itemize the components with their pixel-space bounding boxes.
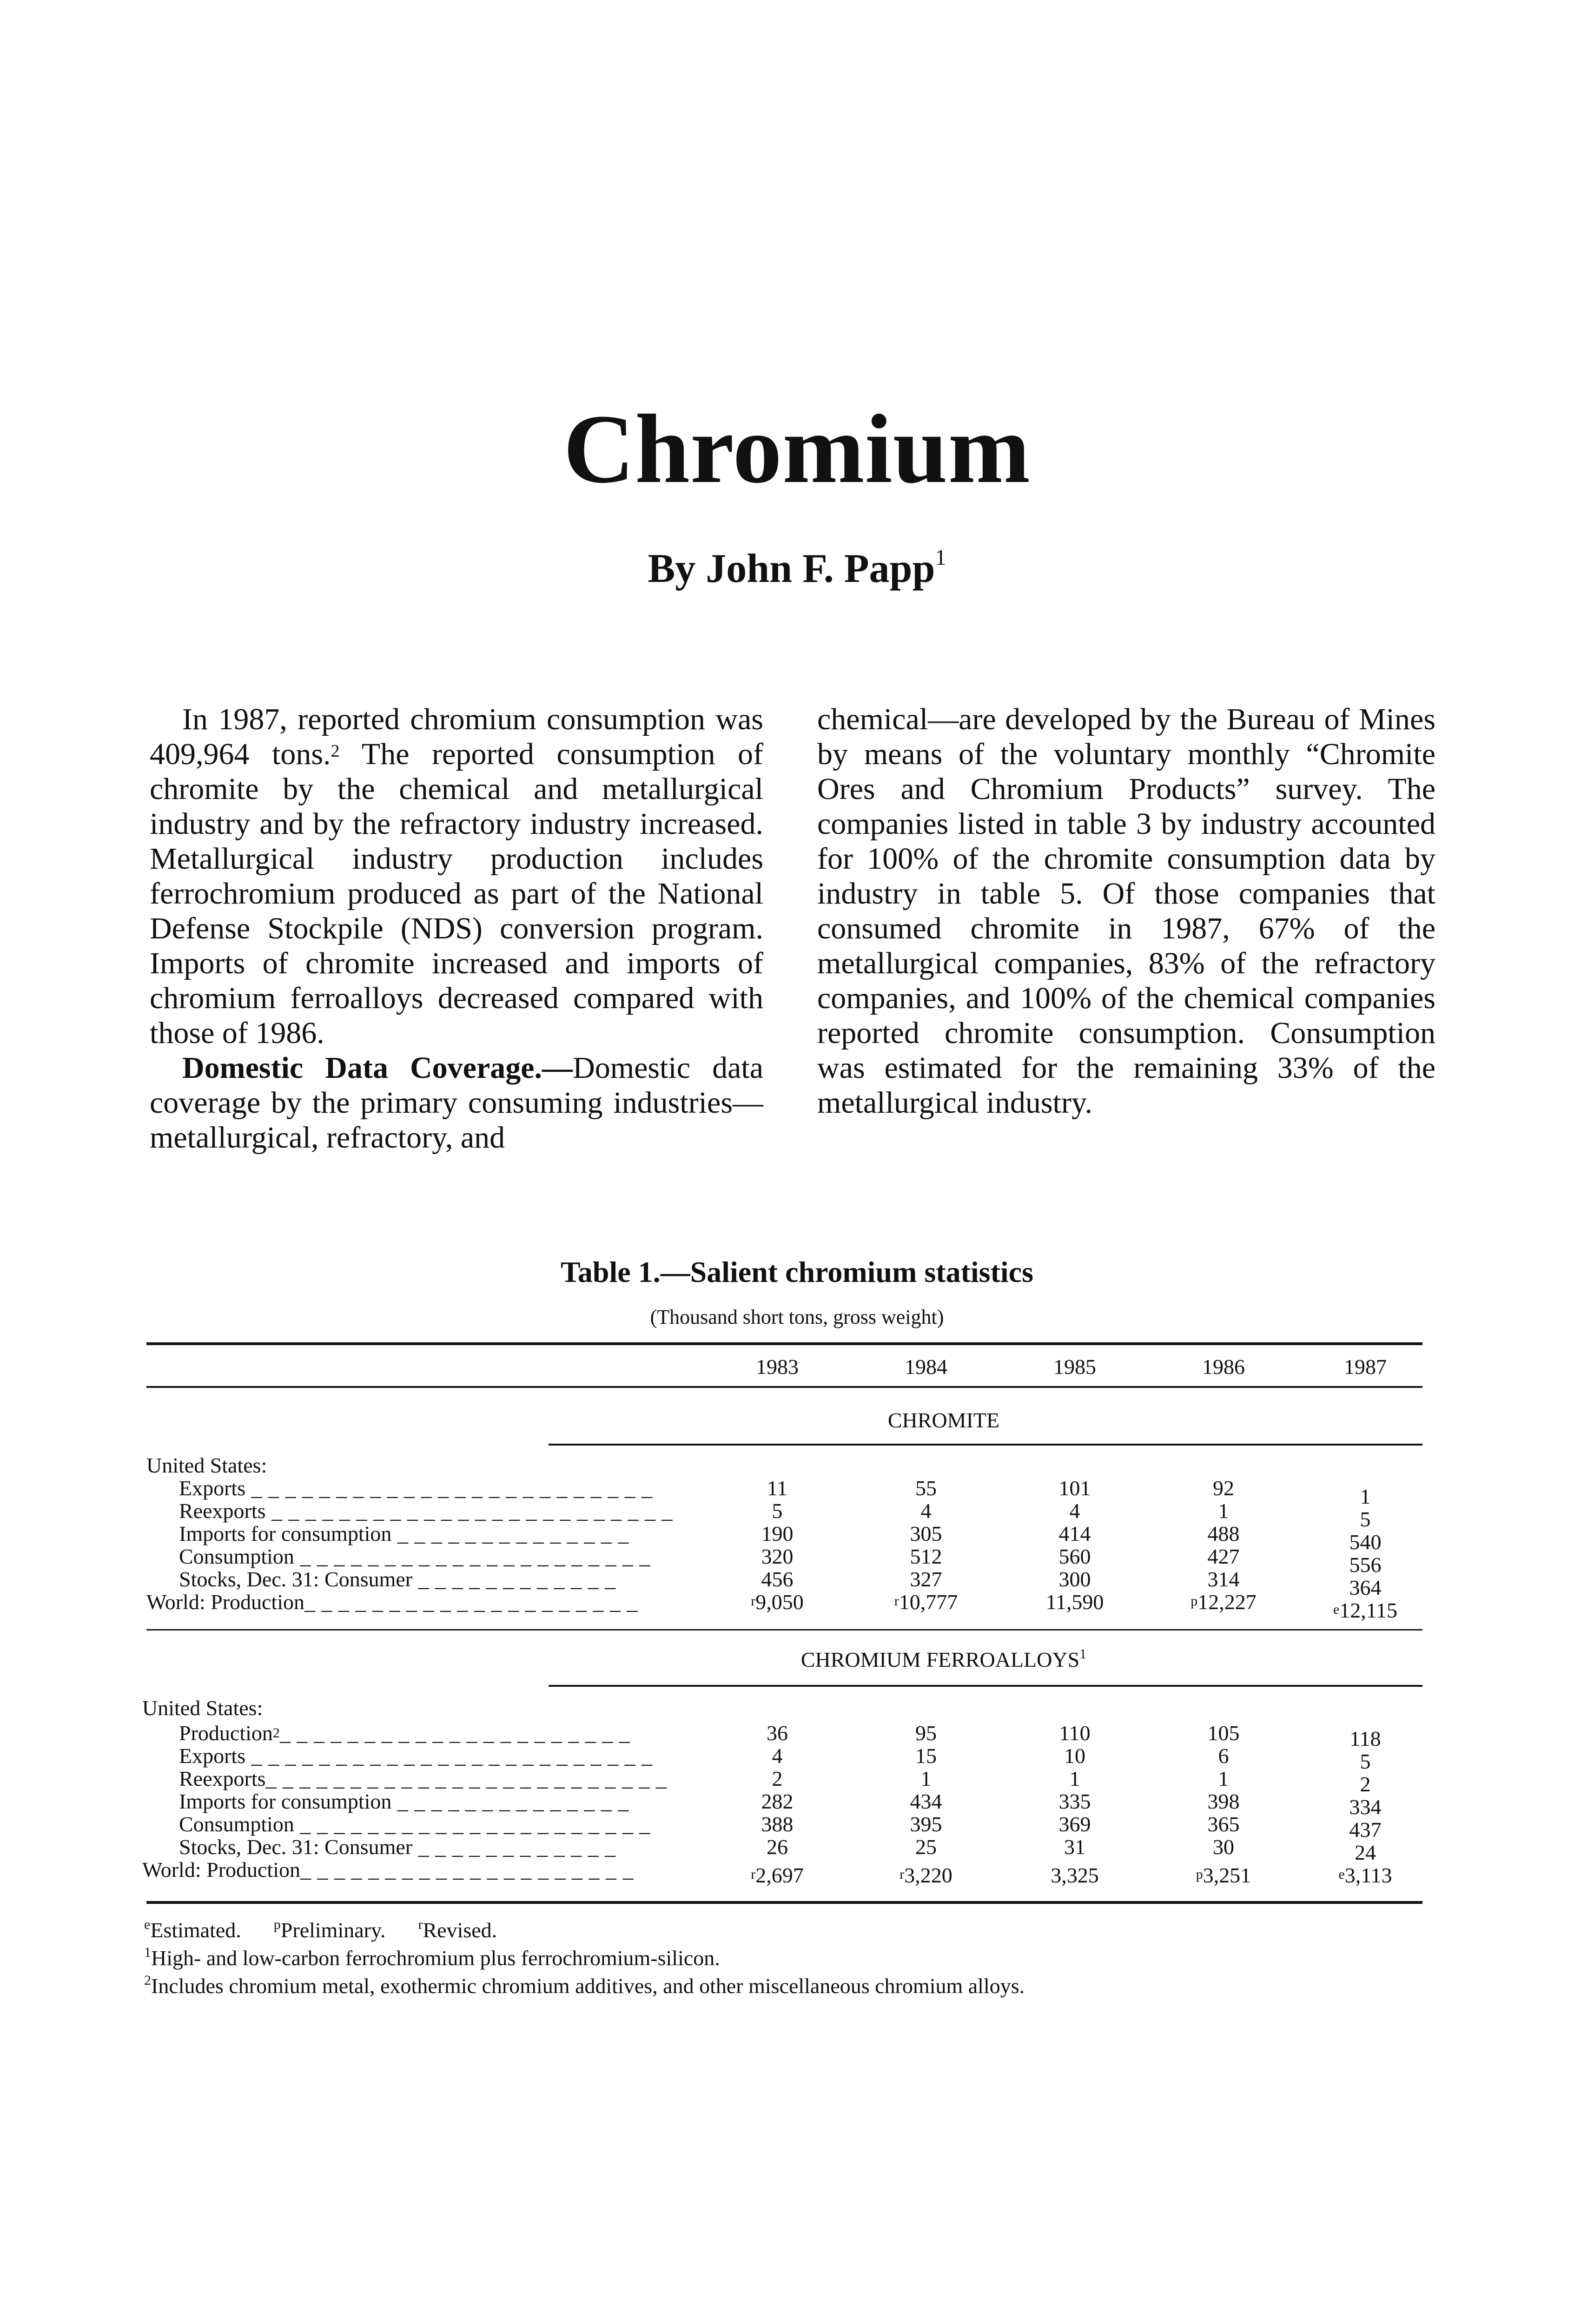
row-label: Production$^2$_ _ _ _ _ _ _ _ _ _ _ _ _ _ _ _ _ _ _ _ _ bbox=[179, 1721, 630, 1745]
year-header: 1984 bbox=[905, 1355, 947, 1379]
footnote-abbreviations: $^e$Estimated. $^p$Preliminary. $^r$Revised. bbox=[144, 1917, 497, 1942]
table-cell: 398 bbox=[1207, 1789, 1240, 1813]
table-cell: 24 bbox=[1355, 1841, 1376, 1864]
table-cell: 414 bbox=[1058, 1522, 1091, 1545]
table-cell: 10 bbox=[1064, 1744, 1085, 1768]
section-divider-rule bbox=[146, 1629, 1422, 1631]
table-cell: $^r$3,220 bbox=[900, 1863, 952, 1887]
table-cell: 1 bbox=[1218, 1767, 1229, 1790]
table-cell: 5 bbox=[772, 1499, 783, 1523]
table-cell: 2 bbox=[772, 1767, 783, 1790]
row-label: Exports _ _ _ _ _ _ _ _ _ _ _ _ _ _ _ _ _ _ _ _ _ _ _ _ bbox=[179, 1476, 653, 1500]
table-cell: 15 bbox=[915, 1744, 937, 1768]
table-cell: 320 bbox=[761, 1545, 794, 1568]
page-title: Chromium bbox=[563, 394, 1031, 503]
table-cell: 110 bbox=[1059, 1721, 1091, 1745]
table-cell: 365 bbox=[1207, 1812, 1240, 1836]
table-cell: 4 bbox=[1069, 1499, 1080, 1523]
table-cell: 118 bbox=[1349, 1727, 1381, 1750]
group-label: United States: bbox=[142, 1696, 263, 1720]
table-cell: $^r$9,050 bbox=[751, 1590, 804, 1614]
data-coverage-continued: chemical—are developed by the Bureau of Mines by means of the voluntary monthly “Chromite Ores and Chromium Products” survey. The companies listed in table 3 by industry accounted for 100% of the chromite consumption data by industry in table 5. Of those companies that consumed chromite in 1987, 67% of the metallurgical companies, 83% of the refractory companies, and 100% of the chemical companies reported chromite consumption. Consumption was estimated for the remaining 33% of the metallurgical industry. bbox=[817, 702, 1435, 1120]
table-cell: 1 bbox=[1069, 1767, 1080, 1790]
row-label: Imports for consumption _ _ _ _ _ _ _ _ _ _ _ _ _ _ bbox=[179, 1789, 629, 1813]
table-cell: 540 bbox=[1349, 1530, 1382, 1554]
table-cell: 2 bbox=[1360, 1772, 1371, 1796]
table-cell: 25 bbox=[915, 1835, 937, 1859]
table-cell: 327 bbox=[910, 1567, 942, 1591]
year-header: 1986 bbox=[1202, 1355, 1245, 1379]
table-cell: 95 bbox=[915, 1721, 937, 1745]
table-cell: 101 bbox=[1058, 1476, 1091, 1500]
table-cell: 437 bbox=[1349, 1818, 1382, 1842]
table-cell: $^e$12,115 bbox=[1333, 1598, 1398, 1622]
section-heading-chromite: CHROMITE bbox=[887, 1408, 1000, 1432]
table-cell: $^r$10,777 bbox=[894, 1590, 958, 1614]
table-cell: 300 bbox=[1058, 1567, 1091, 1591]
table-cell: 26 bbox=[767, 1835, 788, 1859]
run-in-heading: Domestic Data Coverage.— bbox=[182, 1051, 573, 1085]
table-cell: 434 bbox=[910, 1789, 942, 1813]
row-label: Consumption _ _ _ _ _ _ _ _ _ _ _ _ _ _ _ _ _ _ _ _ _ bbox=[179, 1545, 651, 1568]
year-header: 1985 bbox=[1053, 1355, 1096, 1379]
row-label-world: World: Production_ _ _ _ _ _ _ _ _ _ _ _ _ _ _ _ _ _ _ _ bbox=[146, 1590, 638, 1614]
table-cell: 55 bbox=[915, 1476, 937, 1500]
table-cell: 11 bbox=[767, 1476, 788, 1500]
table-cell: 456 bbox=[761, 1567, 794, 1591]
table-title: Table 1.—Salient chromium statistics bbox=[561, 1255, 1033, 1288]
table-cell: 4 bbox=[772, 1744, 783, 1768]
table-cell: 388 bbox=[761, 1812, 794, 1836]
table-cell: 364 bbox=[1349, 1576, 1382, 1599]
table-cell: $^e$3,113 bbox=[1338, 1863, 1392, 1887]
table-cell: 4 bbox=[920, 1499, 932, 1523]
table-cell: 314 bbox=[1207, 1567, 1240, 1591]
byline bbox=[0, 545, 1594, 591]
body-column-right bbox=[817, 702, 1435, 1120]
table-cell: 512 bbox=[910, 1545, 942, 1568]
table-cell: 31 bbox=[1064, 1835, 1085, 1859]
table-cell: 36 bbox=[767, 1721, 788, 1745]
section-heading-ferroalloys: CHROMIUM FERROALLOYS$^1$ bbox=[800, 1646, 1087, 1671]
footnote-1: $^1$High- and low-carbon ferrochromium plus ferrochromium-silicon. bbox=[144, 1945, 720, 1970]
table-subtitle: (Thousand short tons, gross weight) bbox=[650, 1306, 944, 1328]
table-cell: 11,590 bbox=[1045, 1590, 1104, 1614]
row-label: Stocks, Dec. 31: Consumer _ _ _ _ _ _ _ _ _ _ _ _ bbox=[179, 1567, 616, 1591]
table-cell: 6 bbox=[1218, 1744, 1229, 1768]
row-label: Consumption _ _ _ _ _ _ _ _ _ _ _ _ _ _ _ _ _ _ _ _ _ bbox=[179, 1812, 651, 1836]
table-cell: 92 bbox=[1213, 1476, 1234, 1500]
section-rule bbox=[549, 1444, 1422, 1446]
table-cell: 560 bbox=[1058, 1545, 1091, 1568]
body-column-left bbox=[150, 702, 763, 1155]
author-footnote-mark: 1 bbox=[935, 545, 946, 570]
header-rule bbox=[146, 1386, 1422, 1388]
footnote-mark: 2 bbox=[272, 1725, 280, 1741]
table-cell: 5 bbox=[1360, 1750, 1371, 1773]
table-cell: 488 bbox=[1207, 1522, 1240, 1545]
row-label: Reexports _ _ _ _ _ _ _ _ _ _ _ _ _ _ _ _ _ _ _ _ _ _ _ _ bbox=[179, 1499, 673, 1523]
table-cell: $^r$2,697 bbox=[751, 1863, 804, 1887]
row-label-world: World: Production_ _ _ _ _ _ _ _ _ _ _ _ _ _ _ _ _ _ _ _ bbox=[142, 1858, 634, 1882]
table-cell: 556 bbox=[1349, 1553, 1382, 1577]
table-cell: 395 bbox=[910, 1812, 942, 1836]
table-cell: 5 bbox=[1360, 1507, 1371, 1531]
table-cell: 190 bbox=[761, 1522, 794, 1545]
table-bottom-rule bbox=[146, 1901, 1422, 1904]
table-cell: 105 bbox=[1207, 1721, 1240, 1745]
table-cell: 369 bbox=[1058, 1812, 1091, 1836]
row-label: Stocks, Dec. 31: Consumer _ _ _ _ _ _ _ _ _ _ _ _ bbox=[179, 1835, 616, 1859]
row-label: Exports _ _ _ _ _ _ _ _ _ _ _ _ _ _ _ _ _ _ _ _ _ _ _ _ bbox=[179, 1744, 653, 1768]
data-coverage-paragraph: Domestic Data Coverage.—Domestic data coverage by the primary consuming industries—metallurgical, refractory, and bbox=[150, 1051, 764, 1155]
year-header: 1987 bbox=[1344, 1355, 1387, 1379]
table-cell: 30 bbox=[1213, 1835, 1234, 1859]
footnote-mark: 1 bbox=[1079, 1646, 1087, 1662]
group-label: United States: bbox=[146, 1453, 267, 1477]
table-cell: $^p$12,227 bbox=[1191, 1590, 1257, 1614]
year-header: 1983 bbox=[756, 1355, 799, 1379]
table-cell: 335 bbox=[1058, 1789, 1091, 1813]
table-top-rule bbox=[146, 1342, 1422, 1345]
table-cell: 1 bbox=[1360, 1485, 1371, 1508]
row-label: Reexports_ _ _ _ _ _ _ _ _ _ _ _ _ _ _ _ _ _ _ _ _ _ _ _ bbox=[179, 1767, 668, 1790]
table-cell: 427 bbox=[1207, 1545, 1240, 1568]
footnote-2: $^2$Includes chromium metal, exothermic chromium additives, and other miscellaneous chromium alloys. bbox=[144, 1973, 1025, 1998]
table-cell: 305 bbox=[910, 1522, 942, 1545]
table-cell: 1 bbox=[1218, 1499, 1229, 1523]
table-cell: $^p$3,251 bbox=[1196, 1863, 1251, 1887]
author-name: By John F. Papp bbox=[648, 546, 935, 591]
table-cell: 1 bbox=[920, 1767, 932, 1790]
section-rule bbox=[549, 1685, 1422, 1687]
table-cell: 3,325 bbox=[1051, 1863, 1099, 1887]
footnote-mark: 2 bbox=[331, 741, 340, 761]
table-cell: 282 bbox=[761, 1789, 794, 1813]
table-cell: 334 bbox=[1349, 1795, 1382, 1819]
row-label: Imports for consumption _ _ _ _ _ _ _ _ _ _ _ _ _ _ bbox=[179, 1522, 629, 1545]
intro-paragraph: In 1987, reported chromium consumption was 409,964 tons.$^2$ The reported consumption of chromite by the chemical and metallurgical industry and by the refractory industry increased. Metallurgical industry production includes ferrochromium produced as part of the National Defense Stockpile (NDS) conversion program. Imports of chromite increased and imports of chromium ferroalloys decreased compared with those of 1986. bbox=[150, 702, 763, 1050]
